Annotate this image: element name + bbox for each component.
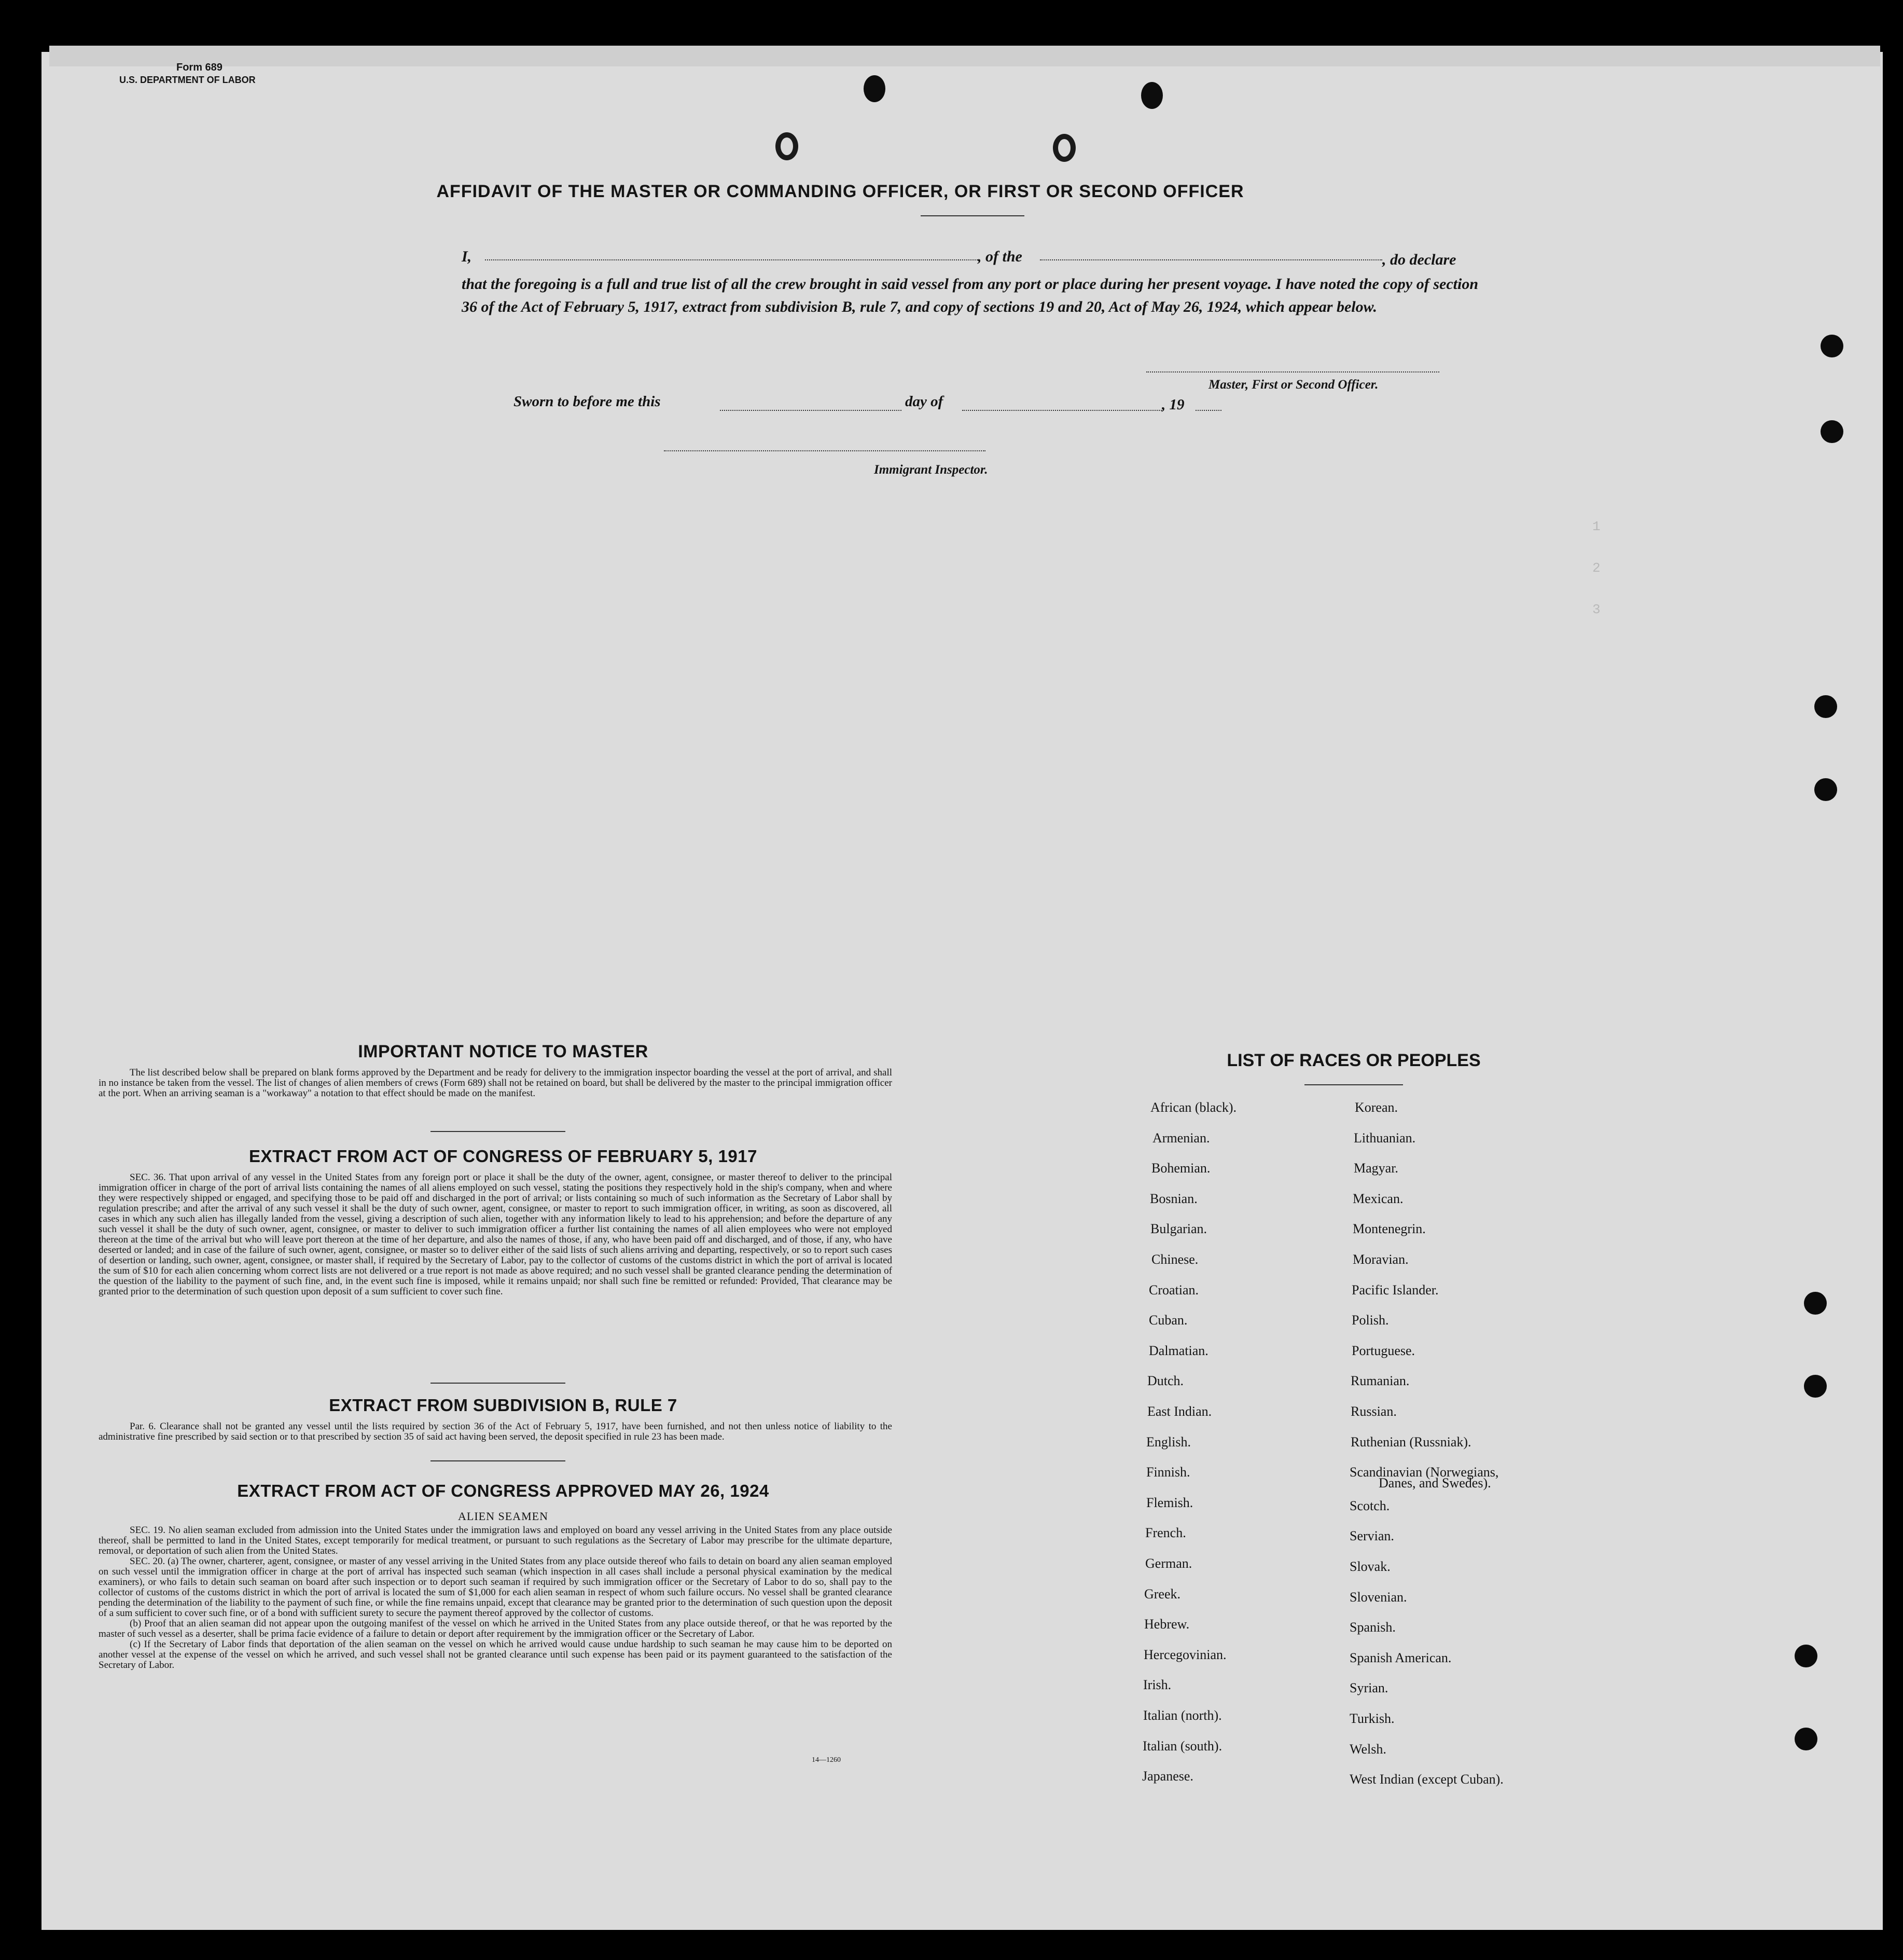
inspector-signature-field[interactable]: [664, 450, 985, 451]
day-of-label: day of: [905, 393, 943, 410]
binder-hole: [864, 75, 885, 102]
section-divider: [430, 1383, 565, 1384]
race-item: Dalmatian.: [1149, 1343, 1209, 1358]
punch-hole: [1795, 1728, 1817, 1750]
race-item: Turkish.: [1350, 1711, 1395, 1726]
bleed-through-3: 3: [1592, 602, 1601, 617]
race-item: Polish.: [1352, 1313, 1389, 1328]
race-item: Flemish.: [1146, 1495, 1193, 1510]
punch-hole: [1814, 695, 1837, 718]
race-item: Syrian.: [1350, 1680, 1388, 1696]
master-signature-label: Master, First or Second Officer.: [1209, 378, 1379, 392]
extract-1917-title: EXTRACT FROM ACT OF CONGRESS OF FEBRUARY 5, 1917: [249, 1147, 757, 1166]
section-divider: [430, 1460, 565, 1461]
bleed-through-2: 2: [1592, 560, 1601, 576]
race-item: Croatian.: [1149, 1282, 1199, 1298]
race-item: Slovenian.: [1350, 1589, 1407, 1605]
race-item: Bohemian.: [1151, 1161, 1211, 1176]
race-item: Hebrew.: [1144, 1617, 1190, 1632]
race-item: Irish.: [1143, 1677, 1172, 1693]
race-item: Rumanian.: [1351, 1373, 1410, 1389]
punch-hole: [1821, 420, 1843, 443]
extract-rule7-text: Par. 6. Clearance shall not be granted any vessel until the lists required by section 36 of the Act of February 5, 1917, have been furnished, and not then unless notice of liability to the administrative fine prescribed by said section or to that prescribed by section 35 of said act having been served, the deposit specified in rule 23 has been made.: [99, 1421, 892, 1442]
sec-20c-text: (c) If the Secretary of Labor finds that deportation of the alien seaman on the vessel on which he arrived would cause undue hardship to such seaman he may cause him to be deported on another vessel at the expense of the vessel on which he arrived, and such vessel shall not be granted clearance until such expense has been paid or its payment guaranteed to the satisfaction of the Secretary of Labor.: [99, 1639, 892, 1671]
race-item: Magyar.: [1354, 1161, 1398, 1176]
race-item: West Indian (except Cuban).: [1350, 1772, 1504, 1787]
race-item: Scotch.: [1350, 1498, 1390, 1513]
extract-rule7-title: EXTRACT FROM SUBDIVISION B, RULE 7: [329, 1396, 677, 1415]
race-item: East Indian.: [1147, 1404, 1212, 1419]
race-item: Montenegrin.: [1353, 1221, 1426, 1237]
race-item: Bosnian.: [1150, 1191, 1198, 1206]
race-item: Servian.: [1350, 1528, 1394, 1544]
declarant-name-field[interactable]: [485, 259, 978, 260]
race-item: Hercegovinian.: [1144, 1647, 1227, 1662]
alien-seamen-subtitle: ALIEN SEAMEN: [458, 1510, 548, 1523]
race-item: English.: [1146, 1434, 1191, 1450]
of-the-label: , of the: [978, 248, 1022, 265]
master-signature-field[interactable]: [1146, 371, 1439, 372]
notice-text: The list described below shall be prepared on blank forms approved by the Department and be ready for delivery to the immigration inspector boarding the vessel at the port of arrival, and shall in no instance be taken from the vessel. The list of changes of alien members of crews (Form 689) shall not be retained on board, but shall be delivered by the master to the principal immigration officer at the port. When an arriving seaman is a "workaway" a notation to that effect should be made on the manifest.: [99, 1067, 892, 1099]
race-item: Cuban.: [1149, 1313, 1188, 1328]
notice-title: IMPORTANT NOTICE TO MASTER: [358, 1042, 648, 1061]
race-item: Japanese.: [1142, 1769, 1193, 1784]
race-item: Korean.: [1355, 1100, 1398, 1115]
binder-hole: [1053, 134, 1076, 162]
race-item: Pacific Islander.: [1352, 1282, 1439, 1298]
punch-hole: [1804, 1375, 1827, 1398]
year-label: , 19: [1162, 396, 1185, 413]
punch-hole: [1795, 1645, 1817, 1667]
extract-1924-text: [99, 1525, 892, 1671]
sworn-year-field[interactable]: [1196, 410, 1221, 411]
form-number: Form 689: [176, 62, 223, 73]
affidavit-body: that the foregoing is a full and true list of all the crew brought in said vessel from any port or place during her present voyage. I have noted the copy of section 36 of the Act of February 5, 1917, extract from subdivision B, rule 7, and copy of sections 19 and 20, Act of May 26, 1924, which appear below.: [462, 275, 1478, 315]
binder-hole: [1141, 82, 1163, 109]
race-item: German.: [1145, 1556, 1192, 1571]
sworn-month-field[interactable]: [962, 410, 1162, 411]
punch-hole: [1821, 335, 1843, 357]
race-item: Russian.: [1351, 1404, 1397, 1419]
race-item: Greek.: [1144, 1586, 1181, 1602]
race-item: Slovak.: [1350, 1559, 1391, 1574]
race-item: Chinese.: [1151, 1252, 1199, 1267]
race-item: Portuguese.: [1352, 1343, 1415, 1358]
race-item: Welsh.: [1350, 1741, 1386, 1757]
race-item: Scandinavian (Norwegians,: [1350, 1465, 1499, 1480]
bleed-through-1: 1: [1592, 519, 1601, 534]
race-item: Moravian.: [1353, 1252, 1409, 1267]
binder-hole: [775, 132, 798, 160]
sheet-top-edge: [49, 46, 1880, 66]
title-underline: [921, 215, 1024, 216]
sec-20b-text: (b) Proof that an alien seaman did not appear upon the outgoing manifest of the vessel on which he arrived in the United States from any place outside thereof, or that he was reported by the master of such vessel as a deserter, shall be prima facie evidence of a failure to detain or deport after requirement by the immigration officer or the Secretary of Labor.: [99, 1618, 892, 1639]
races-title: LIST OF RACES OR PEOPLES: [1227, 1051, 1481, 1070]
do-declare-label: , do declare: [1382, 251, 1456, 268]
race-item: Spanish American.: [1350, 1650, 1452, 1665]
inspector-label: Immigrant Inspector.: [874, 463, 988, 477]
race-item: Bulgarian.: [1150, 1221, 1207, 1237]
race-item: Italian (north).: [1143, 1708, 1222, 1723]
extract-1917-text: SEC. 36. That upon arrival of any vessel in the United States from any foreign port or place it shall be the duty of the owner, agent, consignee, or master thereof to deliver to the principal immigration officer in charge of the port of arrival lists containing the names of all aliens employed on such vessel, stating the positions they respectively hold in the ship's company, when and where they were respectively shipped or engaged, and specifying those to be paid off and discharged in the port of arrival; or lists containing so much of such information as the Secretary of Labor shall by regulation prescribe; and after the arrival of any such vessel it shall be the duty of such owner, agent, consignee, or master to report to such immigration officer, in writing, as soon as discovered, all cases in which any such alien has illegally landed from the vessel, giving a description of such alien, together with any information likely to lead to his apprehension; and before the departure of any such vessel it shall be the duty of such owner, agent, consignee, or master to deliver to such immigration officer a further list containing the names of all alien employees who were not employed thereon at the time of the arrival but who will leave port thereon at the time of her departure, and also the names of those, if any, who have been paid off and discharged, and of those, if any, who have deserted or landed; and in case of the failure of such owner, agent, consignee, or master so to deliver either of the said lists of such aliens arriving and departing, respectively, or so to report such cases of desertion or landing, such owner, agent, consignee, or master shall, if required by the Secretary of Labor, pay to the collector of customs of the customs district in which the port of arrival is located the sum of $10 for each alien concerning whom correct lists are not delivered or a true report is not made as above required; and no such vessel shall be granted clearance pending the determination of the question of the liability to the payment of such fine, and, in the event such fine is imposed, while it remains unpaid; nor shall such fine be remitted or refunded: Provided, That clearance may be granted prior to the determination of such question upon deposit of a sum sufficient to cover such fine.: [99, 1172, 892, 1297]
declarant-label: I,: [462, 248, 472, 265]
race-item-continuation: Danes, and Swedes).: [1379, 1475, 1491, 1490]
punch-hole: [1814, 778, 1837, 801]
sec-19-text: SEC. 19. No alien seaman excluded from admission into the United States under the immigration laws and employed on board any vessel arriving in the United States from any place outside thereof, shall be permitted to land in the United States, except temporarily for medical treatment, or pursuant to such regulations as the Secretary of Labor may prescribe for the ultimate departure, removal, or deportation of such alien from the United States.: [99, 1525, 892, 1556]
race-item: Lithuanian.: [1354, 1130, 1416, 1145]
sworn-day-field[interactable]: [720, 410, 901, 411]
race-item: African (black).: [1150, 1100, 1237, 1115]
affidavit-title: AFFIDAVIT OF THE MASTER OR COMMANDING OFFICER, OR FIRST OR SECOND OFFICER: [436, 182, 1244, 201]
print-code: 14—1260: [812, 1756, 841, 1764]
race-item: French.: [1145, 1525, 1186, 1541]
races-title-underline: [1304, 1084, 1403, 1085]
race-item: Armenian.: [1152, 1130, 1210, 1145]
race-item: Italian (south).: [1143, 1738, 1223, 1754]
department-label: U.S. DEPARTMENT OF LABOR: [119, 75, 256, 85]
sec-20a-text: SEC. 20. (a) The owner, charterer, agent, consignee, or master of any vessel arriving in the United States from any place outside thereof who fails to detain on board any alien seaman employed on such vessel until the immigration officer in charge at the port of arrival has inspected such seaman (which inspection in all cases shall include a personal physical examination by the medical examiners), or who fails to detain such seaman on board after such inspection or to deport such seaman if required by such immigration officer or the Secretary of Labor to do so, shall pay to the collector of customs of the customs district in which the port of arrival is located the sum of $1,000 for each alien seaman in respect of whom such failure occurs. No vessel shall be granted clearance pending the determination of the liability to the payment of such fine, or while the fine remains unpaid, except that clearance may be granted prior to the determination of such question upon the deposit of a sum sufficient to cover such fine, or of a bond with sufficient surety to secure the payment thereof approved by the collector of customs.: [99, 1556, 892, 1619]
punch-hole: [1804, 1292, 1827, 1315]
extract-1924-title: EXTRACT FROM ACT OF CONGRESS APPROVED MAY 26, 1924: [237, 1481, 769, 1500]
race-item: Mexican.: [1353, 1191, 1404, 1206]
vessel-name-field[interactable]: [1040, 259, 1382, 260]
section-divider: [430, 1131, 565, 1132]
race-item: Ruthenian (Russniak).: [1351, 1434, 1471, 1450]
race-item: Finnish.: [1146, 1465, 1190, 1480]
race-item: Dutch.: [1147, 1373, 1184, 1389]
sworn-label: Sworn to before me this: [513, 393, 661, 410]
race-item: Spanish.: [1350, 1620, 1396, 1635]
